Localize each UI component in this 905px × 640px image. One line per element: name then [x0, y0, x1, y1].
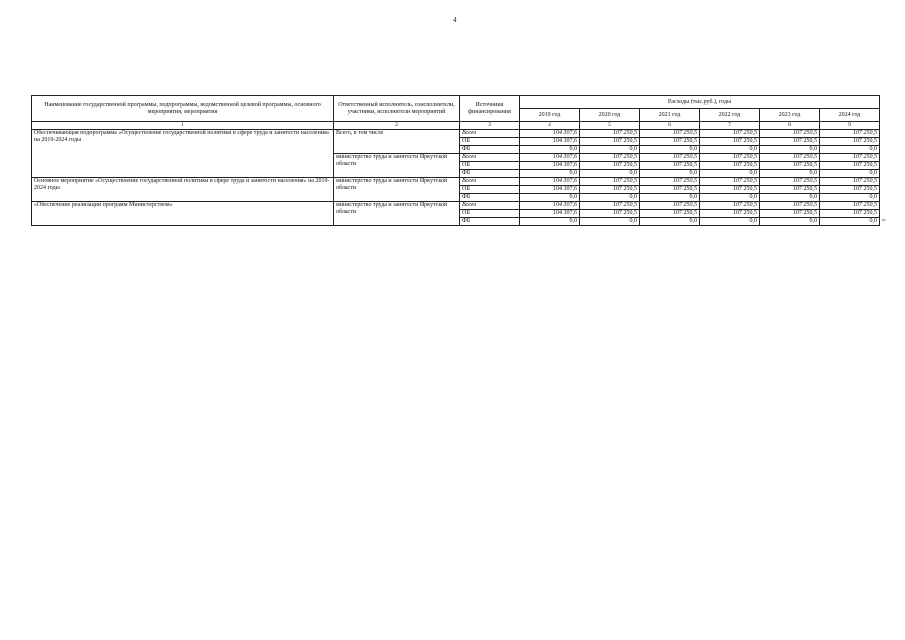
amount-cell: 107 250,5 — [700, 162, 760, 170]
funding-source-cell: ФБ — [460, 146, 520, 154]
amount-cell: 107 250,5 — [640, 154, 700, 162]
amount-cell: 0,0 — [580, 194, 640, 202]
amount-cell: 107 250,5 — [820, 154, 880, 162]
amount-cell: 0,0 — [640, 146, 700, 154]
column-number: 7 — [700, 122, 760, 130]
amount-cell: 107 250,5 — [580, 178, 640, 186]
amount-cell: 107 250,5 — [820, 162, 880, 170]
column-number-row — [32, 122, 880, 130]
amount-cell: 107 250,5 — [580, 154, 640, 162]
amount-cell: 0,0 — [700, 194, 760, 202]
amount-cell: 107 250,5 — [640, 130, 700, 138]
amount-cell: 0,0 — [760, 170, 820, 178]
amount-cell: 0,0 — [580, 218, 640, 226]
column-number: 5 — [580, 122, 640, 130]
amount-cell: 107 250,5 — [580, 162, 640, 170]
amount-cell: 107 250,5 — [760, 186, 820, 194]
amount-cell: 0,0 — [640, 194, 700, 202]
amount-cell: 107 250,5 — [760, 210, 820, 218]
funding-source-cell: Всего — [460, 178, 520, 186]
amount-cell: 107 250,5 — [820, 202, 880, 210]
header-expenses-column: Расходы (тыс.руб.), годы — [520, 96, 880, 109]
amount-cell: 107 250,5 — [820, 186, 880, 194]
amount-cell: 107 250,5 — [700, 202, 760, 210]
amount-cell: 107 250,5 — [760, 130, 820, 138]
amount-cell: 107 250,5 — [700, 130, 760, 138]
amount-cell: 0,0 — [520, 218, 580, 226]
funding-source-cell: ФБ — [460, 170, 520, 178]
amount-cell: 107 250,5 — [700, 210, 760, 218]
amount-cell: 104 307,6 — [520, 186, 580, 194]
header-year: 2021 год — [640, 109, 700, 122]
amount-cell: 107 250,5 — [640, 138, 700, 146]
amount-cell: 0,0 — [820, 194, 880, 202]
amount-cell: 107 250,5 — [580, 130, 640, 138]
column-number: 2 — [334, 122, 460, 130]
amount-cell: 107 250,5 — [820, 138, 880, 146]
amount-cell: 104 307,6 — [520, 210, 580, 218]
amount-cell: 104 307,6 — [520, 138, 580, 146]
executor-cell: министерство труда и занятости Иркутской области — [334, 154, 460, 178]
funding-source-cell: Всего — [460, 130, 520, 138]
amount-cell: 107 250,5 — [580, 138, 640, 146]
amount-cell: 107 250,5 — [700, 178, 760, 186]
amount-cell: 0,0 — [640, 170, 700, 178]
column-number: 9 — [820, 122, 880, 130]
amount-cell: 0,0 — [520, 146, 580, 154]
amount-cell: 0,0 — [820, 170, 880, 178]
table-row — [32, 202, 880, 210]
column-number: 6 — [640, 122, 700, 130]
header-year: 2022 год — [700, 109, 760, 122]
amount-cell: 107 250,5 — [760, 138, 820, 146]
amount-cell: 0,0 — [700, 218, 760, 226]
amount-cell: 107 250,5 — [700, 138, 760, 146]
funding-source-cell: ОБ — [460, 138, 520, 146]
table-body — [32, 130, 880, 226]
amount-cell: 104 307,6 — [520, 202, 580, 210]
header-year: 2019 год — [520, 109, 580, 122]
funding-source-cell: ФБ — [460, 194, 520, 202]
amount-cell: 0,0 — [640, 218, 700, 226]
header-source-column: Источники финансирования — [460, 96, 520, 122]
amount-cell: 0,0 — [760, 218, 820, 226]
amount-cell: 0,0 — [760, 194, 820, 202]
amount-cell: 107 250,5 — [580, 210, 640, 218]
amount-cell: 107 250,5 — [580, 202, 640, 210]
executor-cell: Всего, в том числе — [334, 130, 460, 154]
executor-cell: министерство труда и занятости Иркутской области — [334, 202, 460, 226]
program-name-cell: «Обеспечение реализации программ Министерством» — [32, 202, 334, 226]
amount-cell: 0,0 — [520, 194, 580, 202]
table-row — [32, 178, 880, 186]
funding-source-cell: ОБ — [460, 162, 520, 170]
page-number: 4 — [453, 16, 457, 24]
funding-source-cell: ОБ — [460, 186, 520, 194]
amount-cell: 107 250,5 — [760, 162, 820, 170]
amount-cell: 104 307,6 — [520, 178, 580, 186]
column-number: 3 — [460, 122, 520, 130]
amount-cell: 0,0 — [580, 170, 640, 178]
amount-cell: 104 307,6 — [520, 130, 580, 138]
amount-cell: 107 250,5 — [640, 210, 700, 218]
header-responsible-column: Ответственный исполнитель, соисполнители, участники, исполнители мероприятий — [334, 96, 460, 122]
amount-cell: 107 250,5 — [580, 186, 640, 194]
closing-quote-mark: ». — [882, 217, 887, 223]
column-number: 8 — [760, 122, 820, 130]
amount-cell: 104 307,6 — [520, 154, 580, 162]
amount-cell: 0,0 — [820, 218, 880, 226]
amount-cell: 104 307,6 — [520, 162, 580, 170]
header-year: 2020 год — [580, 109, 640, 122]
header-year: 2024 год — [820, 109, 880, 122]
table-header — [32, 96, 880, 130]
amount-cell: 107 250,5 — [820, 130, 880, 138]
amount-cell: 107 250,5 — [820, 178, 880, 186]
amount-cell: 107 250,5 — [760, 154, 820, 162]
amount-cell: 0,0 — [760, 146, 820, 154]
header-name-column: Наименование государственной программы, подпрограммы, ведомственной целевой программы, основного мероприятия, мероприятия — [32, 96, 334, 122]
program-name-cell: Основное мероприятие «Осуществление государственной политики в сфере труда и занятости населения» на 2019-2024 годы — [32, 178, 334, 202]
amount-cell: 107 250,5 — [640, 202, 700, 210]
funding-source-cell: ОБ — [460, 210, 520, 218]
amount-cell: 107 250,5 — [640, 178, 700, 186]
program-name-cell: Обеспечивающая подпрограмма «Осуществление государственной политики в сфере труда и занятости населения» на 2019-2024 годы — [32, 130, 334, 178]
amount-cell: 0,0 — [820, 146, 880, 154]
funding-source-cell: Всего — [460, 154, 520, 162]
column-number: 1 — [32, 122, 334, 130]
executor-cell: министерство труда и занятости Иркутской области — [334, 178, 460, 202]
amount-cell: 107 250,5 — [640, 186, 700, 194]
amount-cell: 0,0 — [700, 170, 760, 178]
budget-table — [31, 95, 880, 226]
table-row — [32, 130, 880, 138]
amount-cell: 0,0 — [520, 170, 580, 178]
header-year: 2023 год — [760, 109, 820, 122]
amount-cell: 107 250,5 — [700, 186, 760, 194]
funding-source-cell: ФБ — [460, 218, 520, 226]
amount-cell: 0,0 — [700, 146, 760, 154]
column-number: 4 — [520, 122, 580, 130]
amount-cell: 107 250,5 — [700, 154, 760, 162]
amount-cell: 107 250,5 — [760, 178, 820, 186]
amount-cell: 107 250,5 — [820, 210, 880, 218]
amount-cell: 0,0 — [580, 146, 640, 154]
funding-source-cell: Всего — [460, 202, 520, 210]
amount-cell: 107 250,5 — [640, 162, 700, 170]
amount-cell: 107 250,5 — [760, 202, 820, 210]
